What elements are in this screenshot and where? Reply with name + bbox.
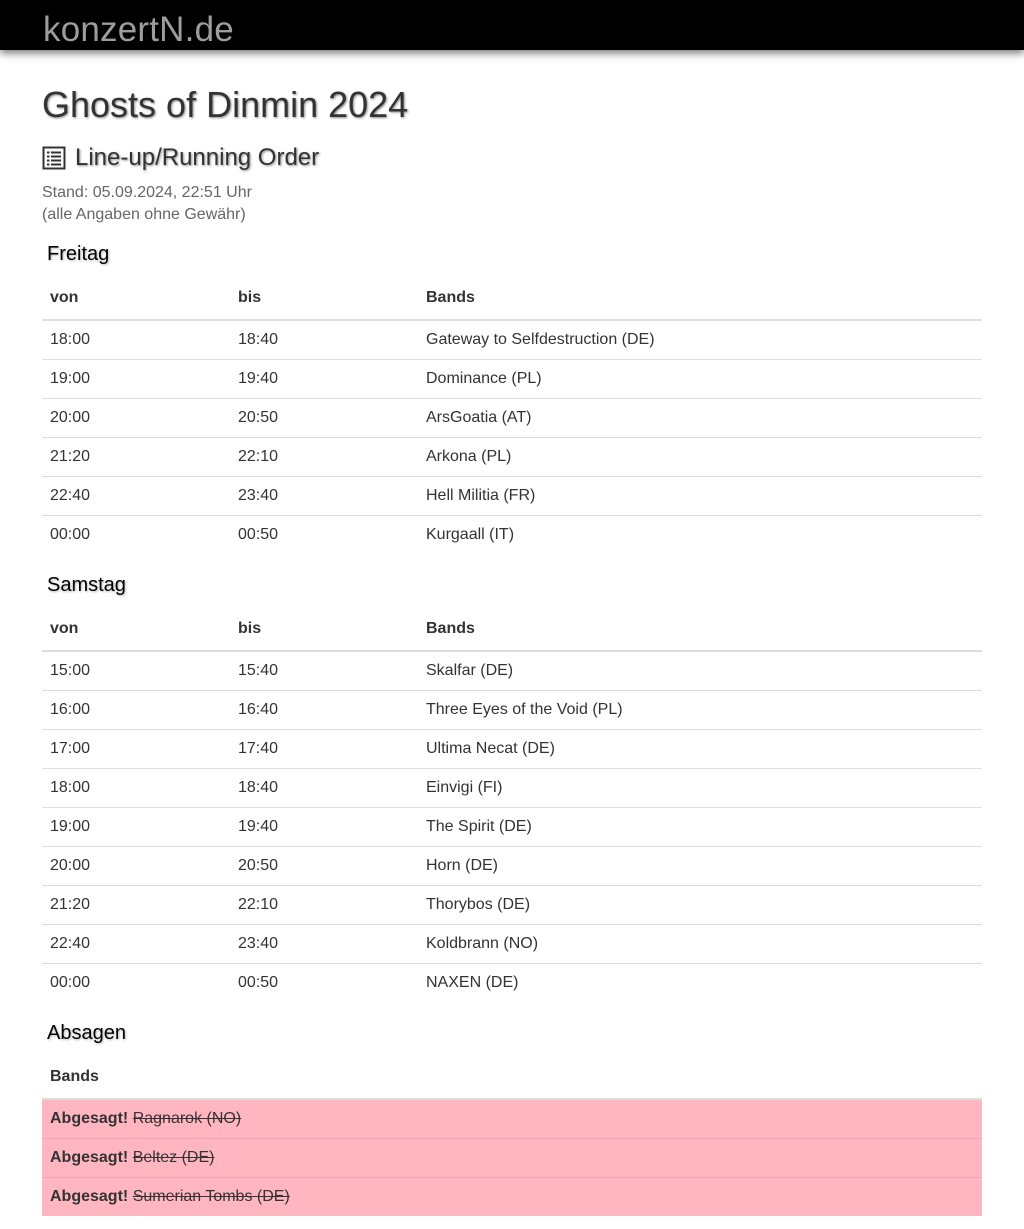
schedule-table: [42, 608, 982, 1002]
table-row: [42, 847, 982, 886]
table-row: [42, 399, 982, 438]
disclaimer-text: (alle Angaben ohne Gewähr): [42, 206, 246, 223]
table-header-row: [42, 1056, 982, 1099]
band-name: The Spirit (DE): [418, 808, 982, 847]
column-header-bands: Bands: [42, 1056, 982, 1099]
table-row: [42, 516, 982, 555]
table-row: [42, 964, 982, 1003]
start-time: 16:00: [42, 691, 230, 730]
start-time: 15:00: [50, 662, 91, 679]
end-time: 18:40: [238, 331, 279, 348]
start-time: 22:40: [42, 477, 230, 516]
cancelled-label: Abgesagt!: [50, 1188, 129, 1205]
start-time: 18:00: [50, 331, 91, 348]
band-name: ArsGoatia (AT): [418, 399, 982, 438]
day-block-freitag: [42, 243, 982, 554]
column-header-von: von: [42, 608, 230, 651]
start-time: 20:00: [42, 847, 230, 886]
band-name: Three Eyes of the Void (PL): [418, 691, 982, 730]
day-block-samstag: [42, 574, 982, 1002]
last-updated-text: Stand: 05.09.2024, 22:51 Uhr: [42, 184, 252, 201]
table-row: [42, 730, 982, 769]
end-time: 22:10: [230, 438, 418, 477]
start-time: 18:00: [42, 769, 230, 808]
cancelled-row: [42, 1139, 982, 1178]
cancelled-band-name: Ragnarok (NO): [132, 1110, 242, 1127]
table-row: [42, 477, 982, 516]
end-time: 20:50: [230, 847, 418, 886]
start-time: 19:00: [42, 360, 230, 399]
start-time: 22:40: [42, 925, 230, 964]
page-title: Ghosts of Dinmin 2024: [42, 84, 409, 125]
band-name: Hell Militia (FR): [418, 477, 982, 516]
day-title: Samstag: [47, 574, 126, 596]
table-row: [42, 691, 982, 730]
band-name: Dominance (PL): [418, 360, 982, 399]
end-time: 20:50: [230, 399, 418, 438]
section-title: Line-up/Running Order: [75, 144, 320, 171]
brand-logo-link[interactable]: konzertN.de: [43, 10, 234, 49]
end-time: 17:40: [230, 730, 418, 769]
section-heading: [42, 143, 319, 173]
cancelled-band-name: Sumerian Tombs (DE): [132, 1188, 290, 1205]
column-header-bis: bis: [230, 277, 418, 320]
table-row: [42, 320, 982, 360]
start-time: 00:00: [42, 516, 230, 555]
cancellations-table: [42, 1056, 982, 1216]
band-name: Thorybos (DE): [418, 886, 982, 925]
table-row: [42, 438, 982, 477]
table-row: [42, 769, 982, 808]
band-name: Kurgaall (IT): [418, 516, 982, 555]
list-icon: [42, 146, 66, 170]
column-header-bis: bis: [230, 608, 418, 651]
cancelled-row: [42, 1099, 982, 1139]
band-name: NAXEN (DE): [418, 964, 982, 1003]
band-name: Horn (DE): [418, 847, 982, 886]
end-time: 22:10: [230, 886, 418, 925]
band-name: Einvigi (FI): [418, 769, 982, 808]
end-time: 19:40: [230, 360, 418, 399]
cancelled-label: Abgesagt!: [50, 1149, 129, 1166]
table-header-row: [42, 608, 982, 651]
band-name: Skalfar (DE): [426, 662, 514, 679]
band-name: Gateway to Selfdestruction (DE): [426, 331, 655, 348]
end-time: 16:40: [230, 691, 418, 730]
day-title: Freitag: [47, 243, 110, 265]
end-time: 23:40: [230, 477, 418, 516]
band-name: Koldbrann (NO): [418, 925, 982, 964]
cancelled-band-cell: [42, 1178, 982, 1217]
column-header-bands: Bands: [418, 277, 982, 320]
table-row: [42, 925, 982, 964]
band-name: Ultima Necat (DE): [418, 730, 982, 769]
start-time: 21:20: [42, 886, 230, 925]
table-row: [42, 886, 982, 925]
cancellations-title: Absagen: [47, 1022, 126, 1044]
start-time: 20:00: [42, 399, 230, 438]
end-time: 00:50: [230, 964, 418, 1003]
end-time: 18:40: [230, 769, 418, 808]
band-name: Arkona (PL): [418, 438, 982, 477]
cancelled-row: [42, 1178, 982, 1217]
start-time: 17:00: [42, 730, 230, 769]
table-row: [42, 651, 982, 691]
end-time: 19:40: [230, 808, 418, 847]
top-navbar: [0, 0, 1024, 50]
start-time: 21:20: [42, 438, 230, 477]
schedule-table: [42, 277, 982, 554]
table-header-row: [42, 277, 982, 320]
cancelled-band-cell: [42, 1099, 982, 1139]
start-time: 00:00: [42, 964, 230, 1003]
start-time: 19:00: [42, 808, 230, 847]
table-row: [42, 360, 982, 399]
column-header-bands: Bands: [418, 608, 982, 651]
end-time: 23:40: [230, 925, 418, 964]
table-row: [42, 808, 982, 847]
end-time: 15:40: [238, 662, 279, 679]
cancelled-label: Abgesagt!: [50, 1110, 129, 1127]
cancelled-band-name: Beltez (DE): [132, 1149, 215, 1166]
cancelled-band-cell: [42, 1139, 982, 1178]
end-time: 00:50: [230, 516, 418, 555]
column-header-von: von: [42, 277, 230, 320]
cancellations-block: [42, 1022, 982, 1216]
